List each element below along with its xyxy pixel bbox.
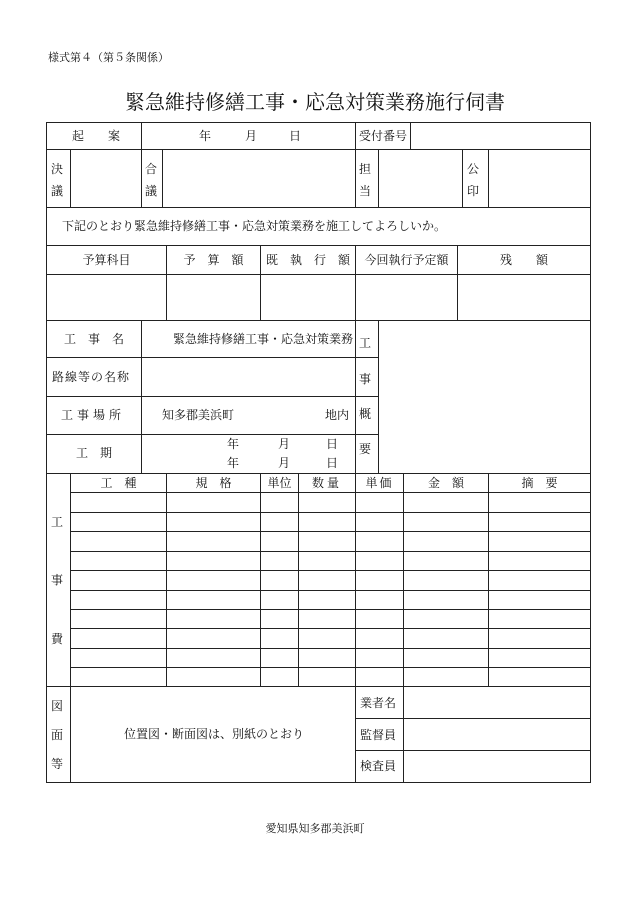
koin-stamp-field[interactable] bbox=[489, 150, 590, 207]
cost-header-tanka: 単価 bbox=[365, 476, 394, 490]
date-month-label: 月 bbox=[245, 129, 258, 143]
cost-side-char-3: 費 bbox=[51, 632, 64, 646]
period-label: 工 期 bbox=[75, 446, 112, 460]
aigi-char-1: 合 bbox=[145, 162, 158, 176]
cost-header-tani: 単位 bbox=[267, 476, 292, 490]
overview-char-2: 事 bbox=[359, 372, 372, 386]
kessai-char-1: 決 bbox=[51, 162, 64, 176]
supervisor-field[interactable] bbox=[404, 719, 590, 750]
period-end-month: 月 bbox=[278, 456, 291, 470]
budget-kamoku-field[interactable] bbox=[47, 275, 166, 320]
budget-header-kamoku: 予算科目 bbox=[82, 253, 131, 267]
period-start-month: 月 bbox=[278, 437, 291, 451]
overview-field[interactable] bbox=[379, 321, 590, 473]
overview-char-4: 要 bbox=[359, 442, 372, 456]
contractor-field[interactable] bbox=[404, 687, 590, 718]
period-start-year: 年 bbox=[227, 437, 240, 451]
page-title: 緊急維持修繕工事・応急対策業務施行伺書 bbox=[125, 90, 505, 114]
drawings-side-char-1: 図 bbox=[51, 699, 64, 713]
kessai-char-2: 議 bbox=[51, 184, 64, 198]
budget-kishikko-field[interactable] bbox=[261, 275, 355, 320]
budget-konkai-field[interactable] bbox=[356, 275, 457, 320]
budget-header-kishikko: 既 執 行 額 bbox=[265, 253, 350, 267]
budget-header-yosan: 予 算 額 bbox=[183, 253, 244, 267]
tanto-stamp-field[interactable] bbox=[379, 150, 462, 207]
cost-header-kikaku: 規 格 bbox=[195, 476, 232, 490]
period-start-day: 日 bbox=[326, 437, 339, 451]
budget-zan-field[interactable] bbox=[458, 275, 590, 320]
location-value: 知多郡美浜町 bbox=[162, 408, 235, 422]
drawings-side-char-3: 等 bbox=[51, 757, 64, 771]
budget-header-konkai: 今回執行予定額 bbox=[364, 253, 449, 267]
cost-header-kingaku: 金 額 bbox=[427, 476, 464, 490]
kian-label: 起 案 bbox=[72, 129, 127, 143]
cost-side-char-2: 事 bbox=[51, 573, 64, 587]
cost-header-suryo: 数量 bbox=[311, 476, 342, 490]
drawings-text: 位置図・断面図は、別紙のとおり bbox=[124, 727, 305, 741]
cost-header-koshu: 工 種 bbox=[100, 476, 137, 490]
location-suffix: 地内 bbox=[325, 408, 350, 422]
cost-entry-grid[interactable] bbox=[71, 493, 590, 686]
drawings-side-char-2: 面 bbox=[51, 728, 64, 742]
date-year-label: 年 bbox=[199, 129, 212, 143]
budget-header-zan: 残 額 bbox=[499, 253, 548, 267]
koin-char-2: 印 bbox=[467, 184, 480, 198]
period-end-year: 年 bbox=[227, 456, 240, 470]
kessai-stamp-field[interactable] bbox=[71, 150, 141, 207]
inspector-label: 検査員 bbox=[360, 759, 397, 773]
aigi-stamp-field[interactable] bbox=[163, 150, 355, 207]
date-day-label: 日 bbox=[289, 129, 302, 143]
aigi-char-2: 議 bbox=[145, 184, 158, 198]
koin-char-1: 公 bbox=[467, 162, 480, 176]
cost-header-tekiyo: 摘 要 bbox=[521, 476, 558, 490]
uketsuke-number-field[interactable] bbox=[411, 123, 590, 149]
request-text: 下記のとおり緊急維持修繕工事・応急対策業務を施工してよろしいか。 bbox=[62, 219, 447, 233]
budget-yosan-field[interactable] bbox=[167, 275, 260, 320]
location-label: 工事場所 bbox=[61, 408, 126, 422]
cost-side-char-1: 工 bbox=[51, 515, 64, 529]
footer-issuer: 愛知県知多郡美浜町 bbox=[265, 822, 365, 835]
route-name-field[interactable] bbox=[142, 358, 355, 396]
project-name-label: 工 事 名 bbox=[63, 332, 124, 346]
overview-char-3: 概 bbox=[359, 407, 372, 421]
tanto-char-2: 当 bbox=[359, 184, 372, 198]
period-end-day: 日 bbox=[326, 456, 339, 470]
form-number: 様式第４（第５条関係） bbox=[48, 51, 169, 64]
tanto-char-1: 担 bbox=[359, 162, 372, 176]
overview-char-1: 工 bbox=[359, 336, 372, 350]
project-name-value: 緊急維持修繕工事・応急対策業務 bbox=[173, 332, 354, 346]
uketsuke-label: 受付番号 bbox=[359, 129, 408, 143]
route-name-label: 路線等の名称 bbox=[52, 370, 131, 384]
contractor-label: 業者名 bbox=[360, 696, 397, 710]
inspector-field[interactable] bbox=[404, 751, 590, 782]
supervisor-label: 監督員 bbox=[360, 728, 397, 742]
